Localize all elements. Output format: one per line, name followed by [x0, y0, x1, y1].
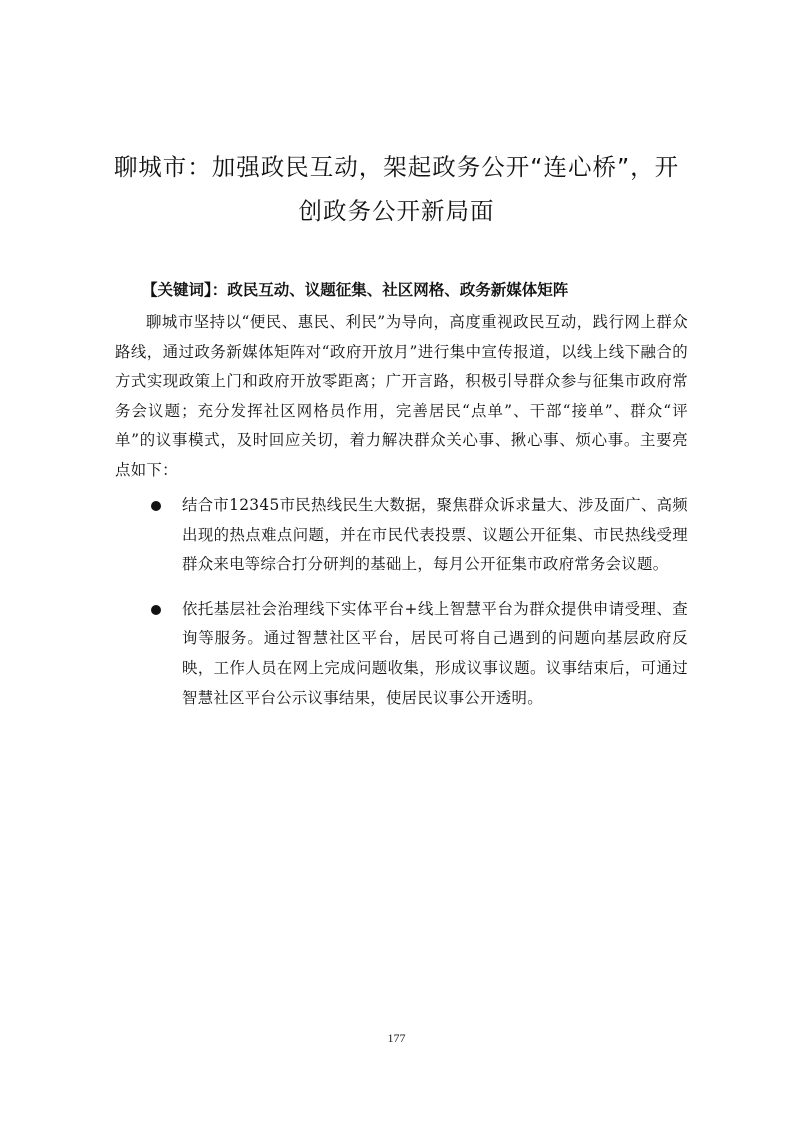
highlights-list [115, 491, 688, 728]
list-item [115, 491, 688, 580]
document-title: 聊城市：加强政民互动，架起政务公开“连心桥”，开创政务公开新局面 [113, 153, 680, 225]
list-item-text: 结合市12345市民热线民生大数据，聚焦群众诉求量大、涉及面广、高频出现的热点难点问题，并在市民代表投票、议题公开征集、市民热线受理群众来电等综合打分研判的基础上，每月公开征集市政府常务会议题。 [182, 496, 688, 574]
list-item [115, 595, 688, 713]
list-item-text: 依托基层社会治理线下实体平台+线上智慧平台为群众提供申请受理、查询等服务。通过智慧社区平台，居民可将自己遇到的问题向基层政府反映，工作人员在网上完成问题收集，形成议事议题。议事结束后，可通过智慧社区平台公示议事结果，使居民议事公开透明。 [182, 599, 688, 707]
bullet-dot-icon [151, 501, 161, 511]
bullet-dot-icon [151, 605, 161, 615]
page-number: 177 [387, 1031, 406, 1045]
intro-paragraph: 聊城市坚持以“便民、惠民、利民”为导向，高度重视政民互动，践行网上群众路线，通过政务新媒体矩阵对“政府开放月”进行集中宣传报道，以线上线下融合的方式实现政策上门和政府开放零距离；广开言路，积极引导群众参与征集市政府常务会议题；充分发挥社区网格员作用，完善居民“点单”、干部“接单”、群众“评单”的议事模式，及时回应关切，着力解决群众关心事、揪心事、烦心事。主要亮点如下： [115, 313, 688, 479]
keywords-line: 【关键词】：政民互动、议题征集、社区网格、政务新媒体矩阵 [142, 280, 569, 299]
